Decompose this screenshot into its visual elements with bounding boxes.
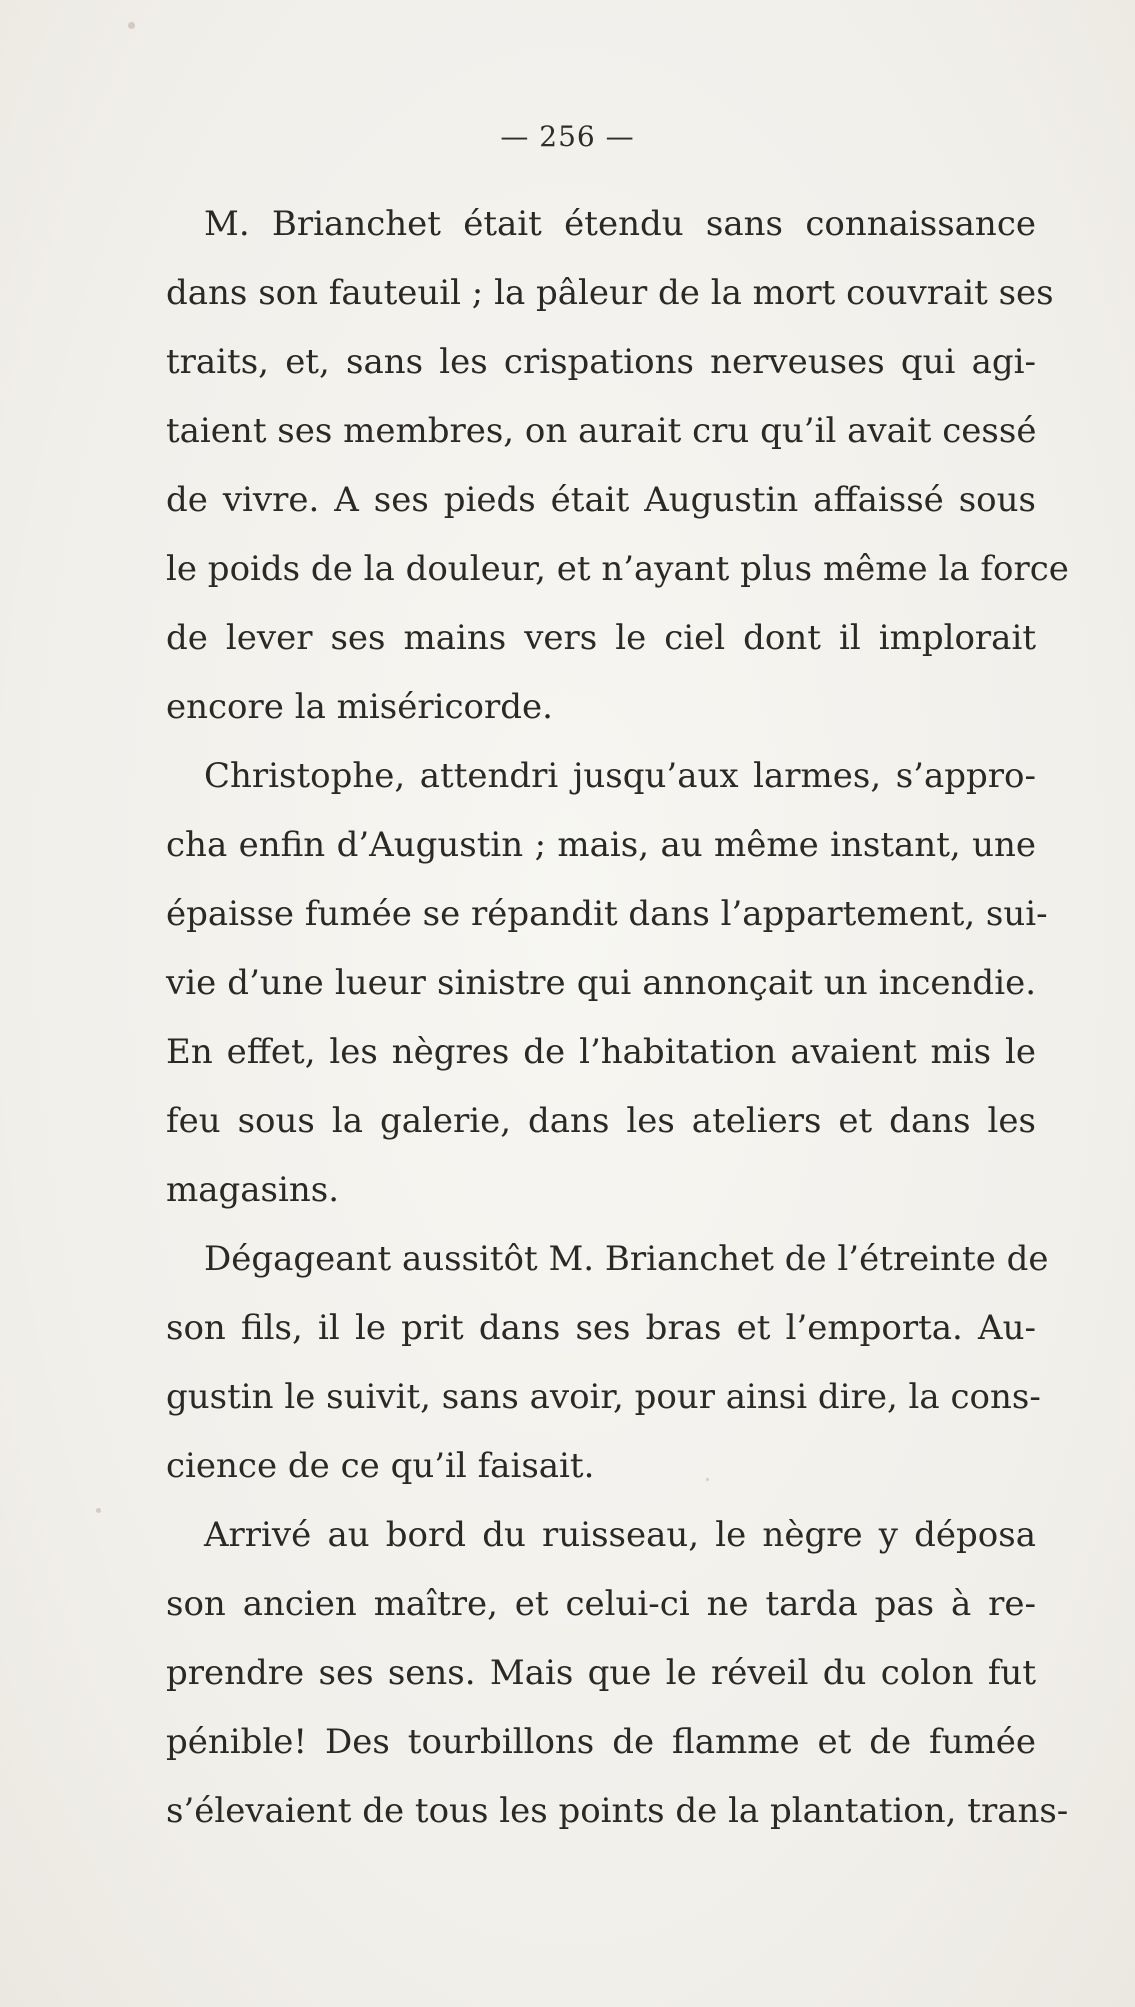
text-line: de lever ses mains vers le ciel dont il implorait [166, 618, 1036, 658]
text-line: Arrivé au bord du ruisseau, le nègre y déposa [204, 1515, 1036, 1555]
text-line: traits, et, sans les crispations nerveuses qui agi- [166, 342, 1036, 382]
text-line: son fils, il le prit dans ses bras et l’emporta. Au- [166, 1308, 1036, 1348]
text-line: cience de ce qu’il faisait. [166, 1446, 595, 1486]
text-line: feu sous la galerie, dans les ateliers et dans les [166, 1101, 1036, 1141]
text-line: son ancien maître, et celui-ci ne tarda pas à re- [166, 1584, 1036, 1624]
text-line: dans son fauteuil ; la pâleur de la mort couvrait ses [166, 273, 1054, 313]
text-line: Christophe, attendri jusqu’aux larmes, s’appro- [204, 756, 1036, 796]
text-line: encore la miséricorde. [166, 687, 553, 727]
text-line: cha enfin d’Augustin ; mais, au même instant, une [166, 825, 1036, 865]
text-line: prendre ses sens. Mais que le réveil du colon fut [166, 1653, 1036, 1693]
text-line: gustin le suivit, sans avoir, pour ainsi dire, la cons- [166, 1377, 1041, 1417]
text-line: M. Brianchet était étendu sans connaissance [204, 204, 1036, 244]
page-number: — 256 — [500, 120, 635, 153]
text-line: pénible! Des tourbillons de flamme et de fumée [166, 1722, 1036, 1762]
text-line: épaisse fumée se répandit dans l’appartement, sui- [166, 894, 1048, 934]
text-line: Dégageant aussitôt M. Brianchet de l’étreinte de [204, 1239, 1049, 1279]
text-line: taient ses membres, on aurait cru qu’il avait cessé [166, 411, 1037, 451]
body-text [166, 190, 1069, 1846]
text-line: vie d’une lueur sinistre qui annonçait un incendie. [166, 963, 1036, 1003]
text-line: En effet, les nègres de l’habitation avaient mis le [166, 1032, 1036, 1072]
text-line: s’élevaient de tous les points de la plantation, trans- [166, 1791, 1069, 1831]
text-line: magasins. [166, 1170, 340, 1210]
text-line: de vivre. A ses pieds était Augustin affaissé sous [166, 480, 1036, 520]
text-line: le poids de la douleur, et n’ayant plus même la force [166, 549, 1069, 589]
paper-speck [96, 1508, 101, 1513]
paper-speck [128, 22, 135, 29]
